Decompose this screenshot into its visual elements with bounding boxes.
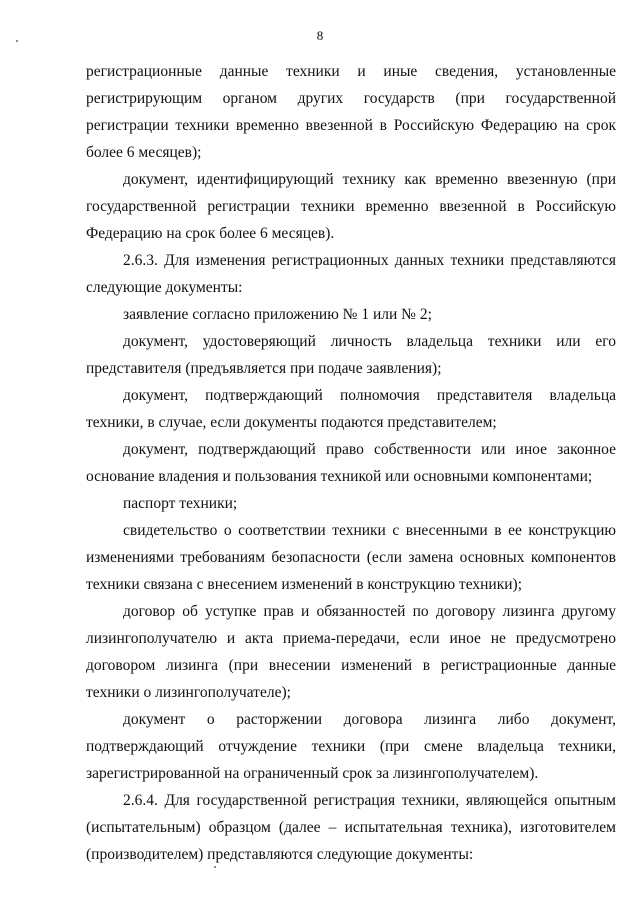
paragraph-7: документ, подтверждающий право собственности или иное законное основание владения и пользования техникой или основными компонентами; (86, 441, 616, 485)
paragraph-12: 2.6.4. Для государственной регистрация техники, являющейся опытным (испытательным) образцом (далее – испытательная техника), изготовителем (производителем) представляются следующие документы: (86, 792, 616, 863)
paragraph-4: заявление согласно приложению № 1 или № 2; (123, 306, 432, 323)
paragraph-9: свидетельство о соответствии техники с внесенными в ее конструкцию изменениями требованиям безопасности (если замена основных компонентов техники связана с внесением изменений в конструкцию техники); (86, 522, 616, 593)
paragraph-1: регистрационные данные техники и иные сведения, установленные регистрирующим органом других государств (при государственной регистрации техники временно ввезенной в Российскую Федерацию на срок более 6 месяцев); (86, 63, 616, 161)
paragraph-11: документ о расторжении договора лизинга либо документ, подтверждающий отчуждение техники (при смене владельца техники, зарегистрированной на ограниченный срок за лизингополучателем). (86, 711, 616, 782)
paragraph-8: паспорт техники; (123, 495, 238, 512)
paragraph-6: документ, подтверждающий полномочия представителя владельца техники, в случае, если документы подаются представителем; (86, 387, 616, 431)
page-number: 8 (316, 28, 324, 43)
document-body (86, 58, 616, 868)
scan-speck (214, 866, 216, 868)
scan-speck (16, 40, 18, 42)
paragraph-3: 2.6.3. Для изменения регистрационных данных техники представляются следующие документы: (86, 252, 616, 296)
paragraph-5: документ, удостоверяющий личность владельца техники или его представителя (предъявляется при подаче заявления); (86, 333, 616, 377)
paragraph-10: договор об уступке прав и обязанностей по договору лизинга другому лизингополучателю и акта приема-передачи, если иное не предусмотрено договором лизинга (при внесении изменений в регистрационные данные техники о лизингополучателе); (86, 603, 616, 701)
paragraph-2: документ, идентифицирующий технику как временно ввезенную (при государственной регистрации техники временно ввезенной в Российскую Федерацию на срок более 6 месяцев). (86, 171, 616, 242)
